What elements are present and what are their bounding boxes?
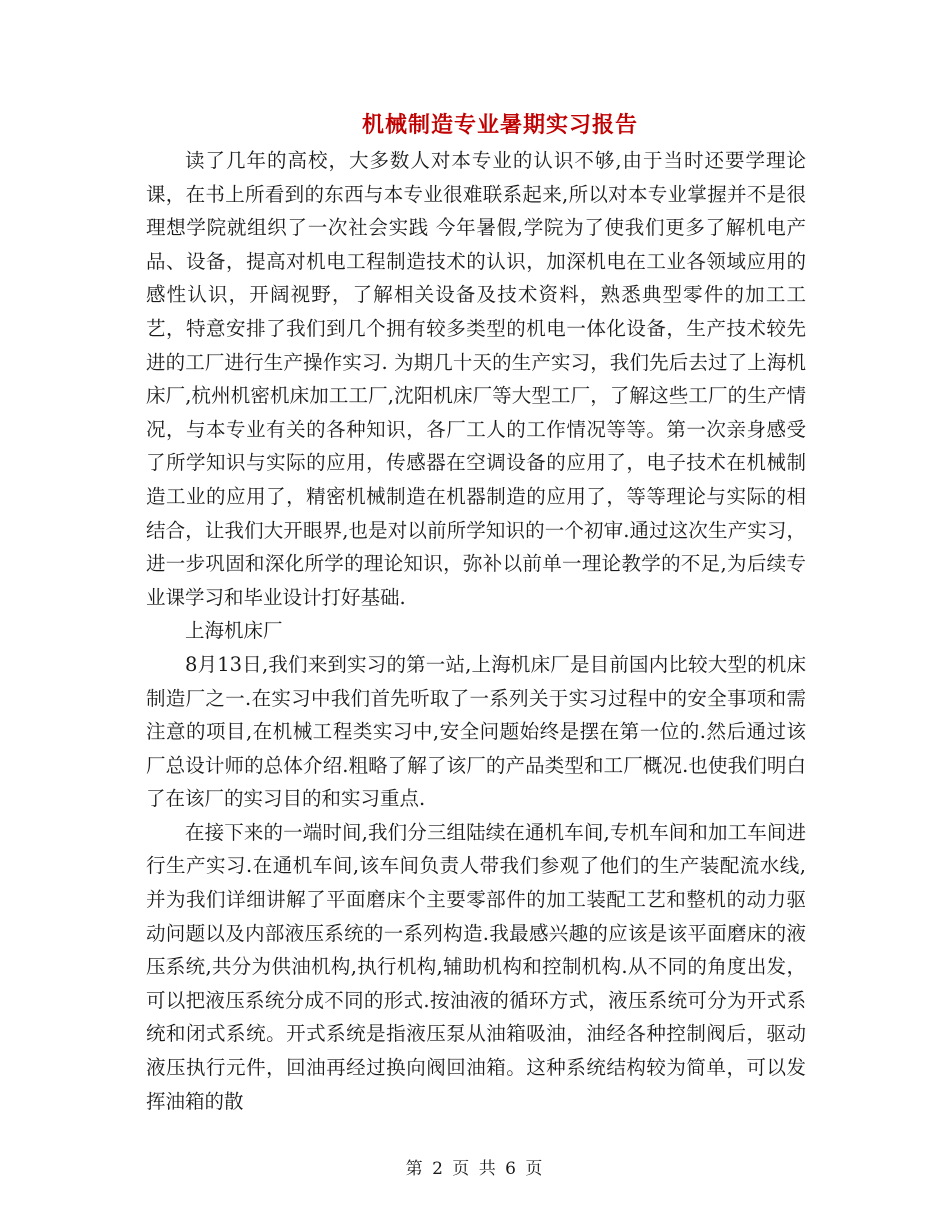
paragraph-workshops: 在接下来的一端时间,我们分三组陆续在通机车间,专机车间和加工车间进行生产实习.在通机车间,该车间负责人带我们参观了他们的生产装配流水线,并为我们详细讲解了平面磨床个主要零部件的加工装配工艺和整机的动力驱动问题以及内部液压系统的一系列构造.我最感兴趣的应该是该平面磨床的液压系统,共分为供油机构,执行机构,辅助机构和控制机构.从不同的角度出发，可以把液压系统分成不同的形式.按油液的循环方式，液压系统可分为开式系统和闭式系统。开式系统是指液压泵从油箱吸油，油经各种控制阀后，驱动液压执行元件，回油再经过换向阀回油箱。这种系统结构较为简单，可以发挥油箱的散: [146, 820, 806, 1113]
paragraph-first-stop: 8月13日,我们来到实习的第一站,上海机床厂是目前国内比较大型的机床制造厂之一.在实习中我们首先听取了一系列关于实习过程中的安全事项和需注意的项目,在机械工程类实习中,安全问题始终是摆在第一位的.然后通过该厂总设计师的总体介绍.粗略了解了该厂的产品类型和工厂概况.也使我们明白了在该厂的实习目的和实习重点.: [146, 652, 806, 811]
page-footer: 第 2 页 共 6 页: [405, 1159, 545, 1179]
document-title: 机械制造专业暑期实习报告: [361, 112, 638, 138]
paragraph-intro: 读了几年的高校，大多数人对本专业的认识不够,由于当时还要学理论课，在书上所看到的东西与本专业很难联系起来,所以对本专业掌握并不是很理想学院就组织了一次社会实践 今年暑假,学院为了使我们更多了解机电产品、设备，提高对机电工程制造技术的认识，加深机电在工业各领域应用的感性认识，开阔视野，了解相关设备及技术资料，熟悉典型零件的加工工艺，特意安排了我们到几个拥有较多类型的机电一体化设备，生产技术较先进的工厂进行生产操作实习. 为期几十天的生产实习，我们先后去过了上海机床厂,杭州机密机床加工工厂,沈阳机床厂等大型工厂，了解这些工厂的生产情况，与本专业有关的各种知识，各厂工人的工作情况等等。第一次亲身感受了所学知识与实际的应用，传感器在空调设备的应用了，电子技术在机械制造工业的应用了，精密机械制造在机器制造的应用了，等等理论与实际的相结合，让我们大开眼界,也是对以前所学知识的一个初审.通过这次生产实习，进一步巩固和深化所学的理论知识，弥补以前单一理论教学的不足,为后续专业课学习和毕业设计打好基础.: [146, 149, 806, 609]
document-body: [146, 144, 806, 1118]
section-heading-shanghai-machine-tool-factory: 上海机床厂: [185, 619, 283, 643]
